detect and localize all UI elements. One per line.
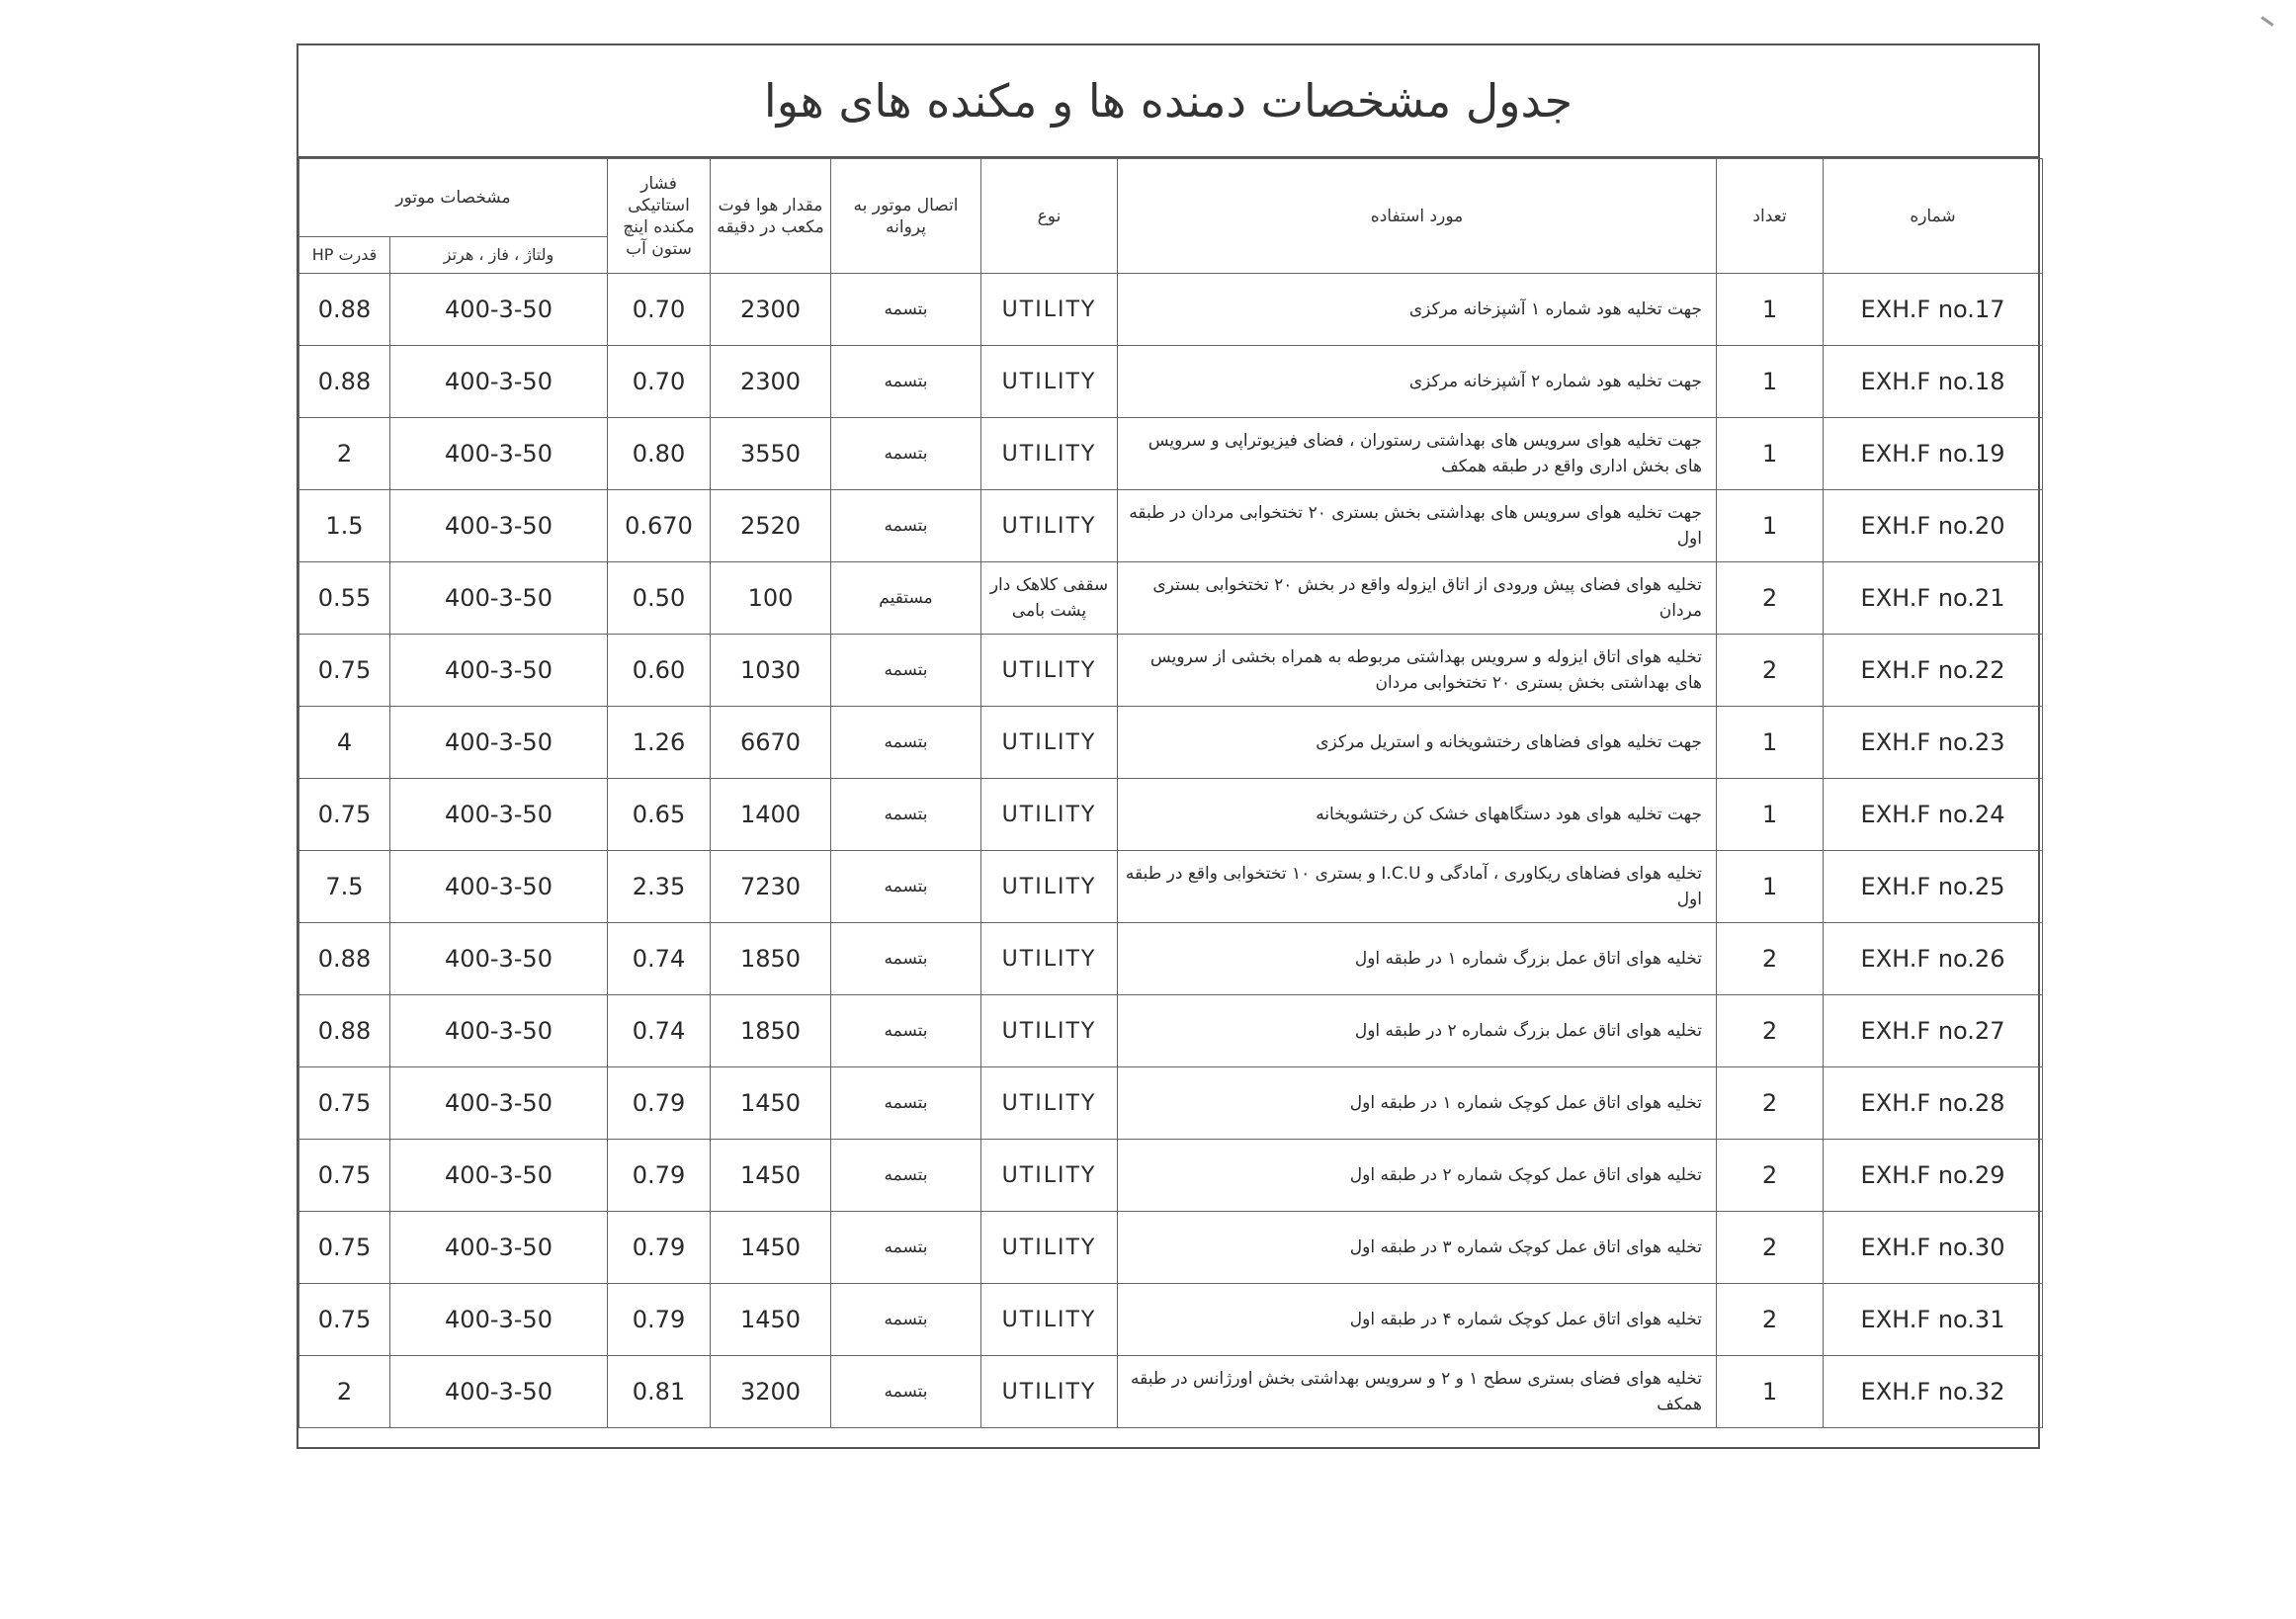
cell-type: UTILITY	[981, 851, 1118, 923]
cell-pressure: 0.70	[608, 346, 711, 418]
cell-count: 2	[1717, 635, 1824, 707]
cell-count: 2	[1717, 1284, 1824, 1356]
cell-type: UTILITY	[981, 1284, 1118, 1356]
table-row	[299, 562, 2043, 635]
table-row	[299, 995, 2043, 1067]
cell-count: 1	[1717, 490, 1824, 562]
cell-count: 2	[1717, 562, 1824, 635]
cell-id: EXH.F no.17	[1824, 274, 2043, 346]
cell-pressure: 1.26	[608, 707, 711, 779]
cell-pressure: 0.79	[608, 1140, 711, 1212]
header-airflow: مقدار هوا فوت مکعب در دقیقه	[711, 159, 831, 274]
table-row	[299, 923, 2043, 995]
cell-electrical: 400-3-50	[390, 851, 608, 923]
header-count: تعداد	[1717, 159, 1824, 274]
cell-electrical: 400-3-50	[390, 923, 608, 995]
cell-pressure: 0.74	[608, 923, 711, 995]
cell-type: UTILITY	[981, 346, 1118, 418]
table-row	[299, 1140, 2043, 1212]
cell-power: 2	[299, 1356, 390, 1428]
cell-type: UTILITY	[981, 923, 1118, 995]
cell-power: 0.55	[299, 562, 390, 635]
table-row	[299, 490, 2043, 562]
cell-drive: بتسمه	[831, 1356, 981, 1428]
table-row	[299, 418, 2043, 490]
cell-usage: جهت تخلیه هوای هود دستگاههای خشک کن رختشویخانه	[1118, 779, 1717, 851]
scan-speck	[2260, 16, 2273, 26]
cell-power: 4	[299, 707, 390, 779]
table-row	[299, 274, 2043, 346]
cell-drive: بتسمه	[831, 346, 981, 418]
header-motor-group: مشخصات موتور	[299, 159, 608, 237]
cell-drive: بتسمه	[831, 418, 981, 490]
cell-pressure: 0.60	[608, 635, 711, 707]
cell-power: 2	[299, 418, 390, 490]
cell-airflow: 1400	[711, 779, 831, 851]
cell-usage: تخلیه هوای اتاق عمل بزرگ شماره ۱ در طبقه اول	[1118, 923, 1717, 995]
header-electrical: ولتاژ ، فاز ، هرتز	[390, 237, 608, 274]
cell-drive: بتسمه	[831, 1067, 981, 1140]
cell-id: EXH.F no.26	[1824, 923, 2043, 995]
cell-airflow: 1850	[711, 995, 831, 1067]
cell-airflow: 1850	[711, 923, 831, 995]
cell-electrical: 400-3-50	[390, 1284, 608, 1356]
cell-power: 0.75	[299, 635, 390, 707]
cell-power: 0.75	[299, 1140, 390, 1212]
cell-id: EXH.F no.30	[1824, 1212, 2043, 1284]
cell-electrical: 400-3-50	[390, 635, 608, 707]
cell-type: UTILITY	[981, 1212, 1118, 1284]
cell-count: 1	[1717, 1356, 1824, 1428]
cell-usage: تخلیه هوای فضای پیش ورودی از اتاق ایزوله واقع در بخش ۲۰ تختخوابی بستری مردان	[1118, 562, 1717, 635]
cell-electrical: 400-3-50	[390, 274, 608, 346]
cell-drive: بتسمه	[831, 923, 981, 995]
cell-type: UTILITY	[981, 1140, 1118, 1212]
cell-pressure: 0.79	[608, 1284, 711, 1356]
cell-pressure: 0.65	[608, 779, 711, 851]
cell-count: 2	[1717, 1067, 1824, 1140]
cell-usage: جهت تخلیه هود شماره ۲ آشپزخانه مرکزی	[1118, 346, 1717, 418]
cell-type: UTILITY	[981, 274, 1118, 346]
cell-drive: بتسمه	[831, 1284, 981, 1356]
page-title: جدول مشخصات دمنده ها و مکنده های هوا	[763, 74, 1573, 128]
cell-usage: جهت تخلیه هوای فضاهای رختشویخانه و استریل مرکزی	[1118, 707, 1717, 779]
cell-count: 1	[1717, 707, 1824, 779]
cell-drive: بتسمه	[831, 779, 981, 851]
cell-electrical: 400-3-50	[390, 1067, 608, 1140]
table-row	[299, 1067, 2043, 1140]
cell-airflow: 1450	[711, 1212, 831, 1284]
cell-power: 0.88	[299, 923, 390, 995]
cell-airflow: 1030	[711, 635, 831, 707]
cell-airflow: 1450	[711, 1140, 831, 1212]
cell-pressure: 0.50	[608, 562, 711, 635]
title-row	[298, 45, 2038, 158]
cell-electrical: 400-3-50	[390, 490, 608, 562]
cell-airflow: 7230	[711, 851, 831, 923]
cell-drive: بتسمه	[831, 490, 981, 562]
cell-power: 1.5	[299, 490, 390, 562]
cell-type: UTILITY	[981, 418, 1118, 490]
cell-electrical: 400-3-50	[390, 779, 608, 851]
cell-power: 0.88	[299, 346, 390, 418]
cell-usage: تخلیه هوای اتاق عمل کوچک شماره ۳ در طبقه اول	[1118, 1212, 1717, 1284]
cell-pressure: 0.74	[608, 995, 711, 1067]
cell-count: 2	[1717, 995, 1824, 1067]
cell-electrical: 400-3-50	[390, 562, 608, 635]
table-row	[299, 707, 2043, 779]
table-body	[299, 274, 2043, 1428]
cell-airflow: 6670	[711, 707, 831, 779]
cell-drive: بتسمه	[831, 635, 981, 707]
cell-count: 1	[1717, 346, 1824, 418]
cell-power: 0.75	[299, 1212, 390, 1284]
cell-id: EXH.F no.32	[1824, 1356, 2043, 1428]
cell-id: EXH.F no.29	[1824, 1140, 2043, 1212]
cell-power: 7.5	[299, 851, 390, 923]
cell-id: EXH.F no.24	[1824, 779, 2043, 851]
cell-power: 0.75	[299, 779, 390, 851]
table-row	[299, 851, 2043, 923]
table-row	[299, 346, 2043, 418]
cell-id: EXH.F no.23	[1824, 707, 2043, 779]
cell-count: 1	[1717, 418, 1824, 490]
cell-count: 1	[1717, 779, 1824, 851]
cell-pressure: 0.70	[608, 274, 711, 346]
cell-drive: بتسمه	[831, 274, 981, 346]
cell-count: 1	[1717, 274, 1824, 346]
cell-airflow: 2300	[711, 274, 831, 346]
cell-pressure: 0.81	[608, 1356, 711, 1428]
cell-id: EXH.F no.19	[1824, 418, 2043, 490]
cell-type: UTILITY	[981, 635, 1118, 707]
cell-drive: بتسمه	[831, 1212, 981, 1284]
cell-power: 0.75	[299, 1067, 390, 1140]
cell-type: UTILITY	[981, 1067, 1118, 1140]
cell-power: 0.88	[299, 995, 390, 1067]
cell-usage: جهت تخلیه هود شماره ۱ آشپزخانه مرکزی	[1118, 274, 1717, 346]
cell-electrical: 400-3-50	[390, 707, 608, 779]
cell-pressure: 0.670	[608, 490, 711, 562]
cell-type: UTILITY	[981, 707, 1118, 779]
table-row	[299, 1212, 2043, 1284]
cell-electrical: 400-3-50	[390, 995, 608, 1067]
cell-id: EXH.F no.27	[1824, 995, 2043, 1067]
header-type: نوع	[981, 159, 1118, 274]
cell-id: EXH.F no.22	[1824, 635, 2043, 707]
cell-airflow: 2520	[711, 490, 831, 562]
cell-usage: جهت تخلیه هوای سرویس های بهداشتی رستوران ، فضای فیزیوتراپی و سرویس های بخش اداری واقع در طبقه همکف	[1118, 418, 1717, 490]
cell-airflow: 3550	[711, 418, 831, 490]
spec-sheet	[297, 43, 2040, 1449]
table-row	[299, 1356, 2043, 1428]
header-id: شماره	[1824, 159, 2043, 274]
cell-id: EXH.F no.18	[1824, 346, 2043, 418]
cell-airflow: 3200	[711, 1356, 831, 1428]
cell-pressure: 0.79	[608, 1212, 711, 1284]
cell-count: 2	[1717, 923, 1824, 995]
table-row	[299, 779, 2043, 851]
cell-usage: تخلیه هوای فضای بستری سطح ۱ و ۲ و سرویس بهداشتی بخش اورژانس در طبقه همکف	[1118, 1356, 1717, 1428]
cell-usage: تخلیه هوای اتاق عمل بزرگ شماره ۲ در طبقه اول	[1118, 995, 1717, 1067]
cell-pressure: 2.35	[608, 851, 711, 923]
cell-usage: تخلیه هوای اتاق عمل کوچک شماره ۲ در طبقه اول	[1118, 1140, 1717, 1212]
cell-electrical: 400-3-50	[390, 1212, 608, 1284]
cell-type: UTILITY	[981, 995, 1118, 1067]
table-row	[299, 1284, 2043, 1356]
cell-id: EXH.F no.21	[1824, 562, 2043, 635]
cell-electrical: 400-3-50	[390, 1356, 608, 1428]
cell-type: UTILITY	[981, 779, 1118, 851]
cell-electrical: 400-3-50	[390, 1140, 608, 1212]
cell-usage: تخلیه هوای فضاهای ریکاوری ، آمادگی و I.C.U و بستری ۱۰ تختخوابی واقع در طبقه اول	[1118, 851, 1717, 923]
cell-count: 1	[1717, 851, 1824, 923]
cell-airflow: 2300	[711, 346, 831, 418]
header-usage: مورد استفاده	[1118, 159, 1717, 274]
cell-usage: جهت تخلیه هوای سرویس های بهداشتی بخش بستری ۲۰ تختخوابی مردان در طبقه اول	[1118, 490, 1717, 562]
cell-usage: تخلیه هوای اتاق عمل کوچک شماره ۴ در طبقه اول	[1118, 1284, 1717, 1356]
fan-spec-table	[298, 158, 2043, 1428]
cell-airflow: 100	[711, 562, 831, 635]
header-drive: اتصال موتور به پروانه	[831, 159, 981, 274]
cell-usage: تخلیه هوای اتاق ایزوله و سرویس بهداشتی مربوطه به همراه بخشی از سرویس های بهداشتی بخش بستری ۲۰ تختخوابی مردان	[1118, 635, 1717, 707]
cell-type: سقفی کلاهک دار پشت بامی	[981, 562, 1118, 635]
header-pressure: فشار استاتیکی مکنده اینچ ستون آب	[608, 159, 711, 274]
cell-power: 0.75	[299, 1284, 390, 1356]
cell-drive: بتسمه	[831, 1140, 981, 1212]
cell-drive: بتسمه	[831, 707, 981, 779]
cell-electrical: 400-3-50	[390, 346, 608, 418]
cell-type: UTILITY	[981, 490, 1118, 562]
cell-id: EXH.F no.25	[1824, 851, 2043, 923]
cell-usage: تخلیه هوای اتاق عمل کوچک شماره ۱ در طبقه اول	[1118, 1067, 1717, 1140]
cell-drive: بتسمه	[831, 995, 981, 1067]
cell-electrical: 400-3-50	[390, 418, 608, 490]
cell-pressure: 0.79	[608, 1067, 711, 1140]
cell-count: 2	[1717, 1212, 1824, 1284]
cell-type: UTILITY	[981, 1356, 1118, 1428]
cell-id: EXH.F no.20	[1824, 490, 2043, 562]
header-power: قدرت HP	[299, 237, 390, 274]
cell-airflow: 1450	[711, 1067, 831, 1140]
cell-airflow: 1450	[711, 1284, 831, 1356]
cell-drive: بتسمه	[831, 851, 981, 923]
cell-id: EXH.F no.31	[1824, 1284, 2043, 1356]
table-row	[299, 635, 2043, 707]
cell-power: 0.88	[299, 274, 390, 346]
cell-id: EXH.F no.28	[1824, 1067, 2043, 1140]
cell-drive: مستقیم	[831, 562, 981, 635]
cell-count: 2	[1717, 1140, 1824, 1212]
cell-pressure: 0.80	[608, 418, 711, 490]
